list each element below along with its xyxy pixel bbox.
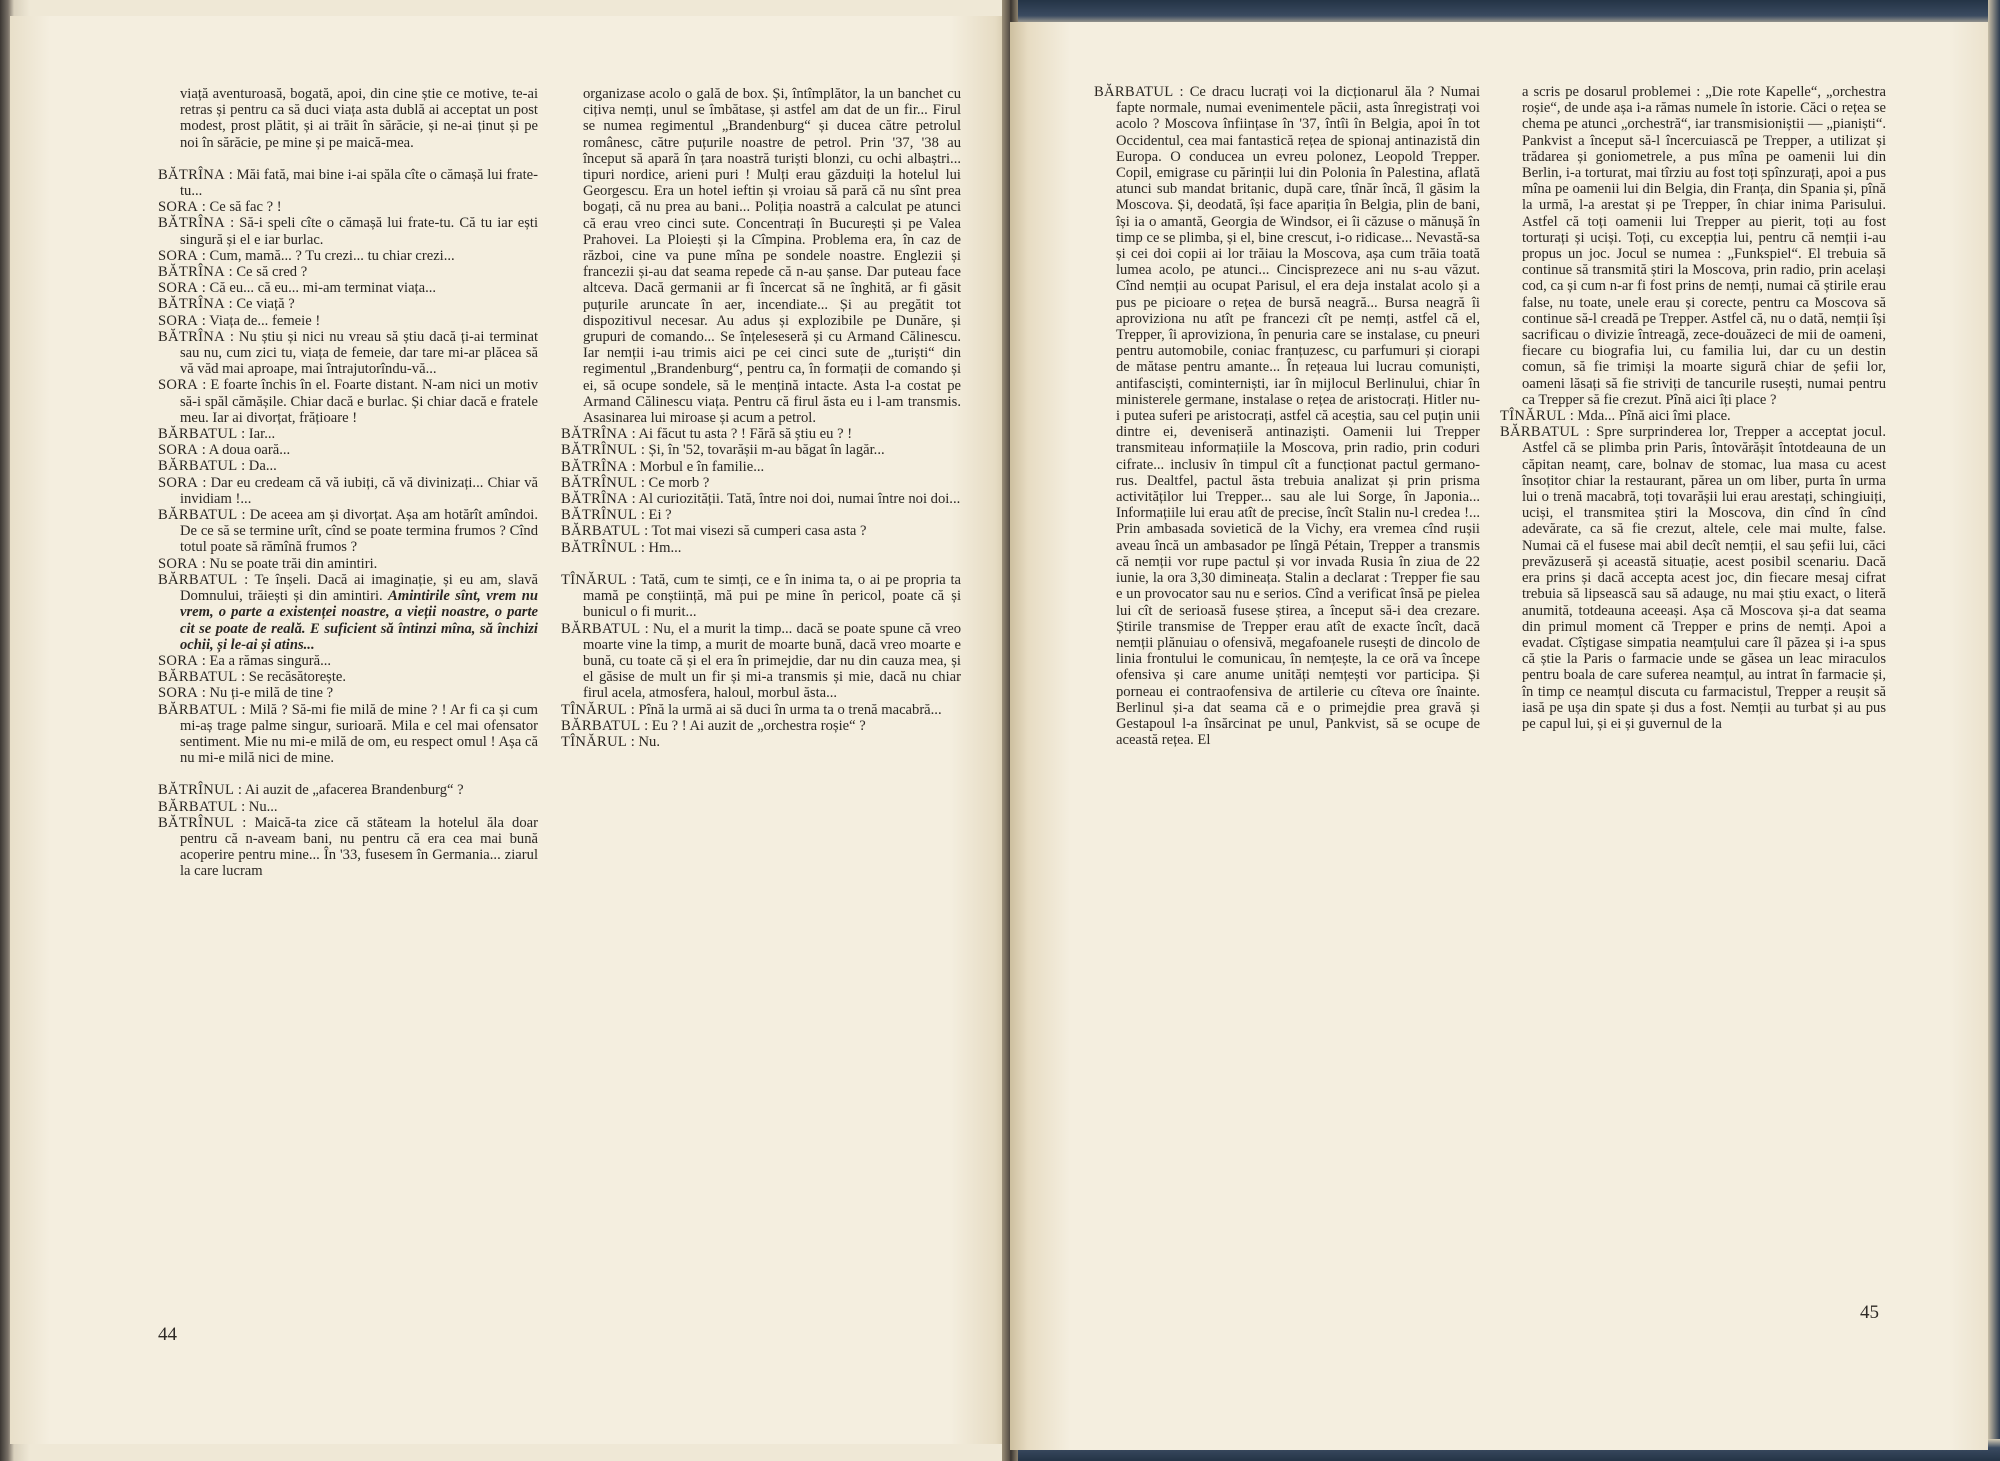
- dialogue-line: [561, 702, 961, 718]
- book-cover-edge: [1988, 0, 2000, 1461]
- right-page-column-1: [1094, 84, 1480, 748]
- speaker-name: BĂTRÎNA: [158, 328, 225, 345]
- paragraph: a scris pe dosarul problemei : „Die rote Kapelle“, „orchestra roșie“, de unde așa i-a rămas numele în istorie. Căci o rețea se chema pe atunci „orchestră“, iar transmisioniștii — „pianiști“. Pankvist a început să-l încercuiască pe Trepper, a utilizat și trădarea și goniometrele, a pus mîna pe oamenii lui din Berlin, i-a torturat, mai tîrziu au fost toți spînzurați, apoi a pus mîna pe oamenii lui din Belgia, din Franța, din Spania și, pînă la urmă, l-a arestat și pe Trepper, în chiar inima Parisului. Astfel că toți oamenii lui Trepper au pierit, toți au fost torturați și uciși. Toți, cu excepția lui, pentru că nemții i-au propus un joc. Jocul se numea : „Funkspiel“. El trebuia să continue să transmită știri la Moscova, prin radio, prin același cod, ca și cum n-ar fi fost prins de nemți, numai că știrile erau false, nu toate, unele erau și corecte, pentru ca Moscova să continue să-l creadă pe Trepper. Astfel că, nu o dată, nemții își sacrificau o divizie întreagă, zece-douăzeci de mii de oameni, fiecare cu biografia lui, cu familia lui, dar cu un destin comun, să fie trimiși la moarte sigură chiar de șefii lor, oameni lăsați să fie striviți de tancurile rusești, numai pentru ca Trepper să fie crezut. Pînă aici îți place ?: [1522, 84, 1886, 408]
- speaker-name: TÎNĂRUL: [1500, 408, 1567, 425]
- speaker-name: TÎNĂRUL: [561, 701, 628, 718]
- speaker-name: BĂTRÎNA: [561, 491, 628, 508]
- dialogue-line: [158, 296, 538, 312]
- speaker-separator: :: [224, 215, 240, 232]
- speech-text: Tot mai visezi să cumperi casa asta ?: [651, 523, 867, 540]
- speech-text: Nu ți-e milă de tine ?: [209, 685, 334, 702]
- speech-text: Ce să cred ?: [236, 264, 308, 281]
- speech-text: Tată, cum te simți, ce e în inima ta, o ai pe propria ta mamă pe conștiință, mă pui pe mine în pericol, poate că și bunicul o fi murit...: [583, 571, 961, 621]
- speaker-name: BĂRBATUL: [158, 507, 238, 524]
- speaker-separator: :: [234, 814, 255, 831]
- speaker-name: BĂRBATUL: [1500, 424, 1580, 441]
- speech-text: De aceea am și divorțat. Așa am hotărît amîndoi. De ce să se termine urît, cînd se poate termina frumos ? Cînd totul poate să rămînă frumos ?: [180, 507, 538, 556]
- speaker-separator: :: [640, 717, 652, 734]
- left-page-column-1: [158, 86, 538, 880]
- left-page-column-2: [561, 86, 961, 750]
- speaker-name: BĂRBATUL: [561, 620, 641, 637]
- dialogue-line: [158, 572, 538, 653]
- dialogue-line: [561, 621, 961, 702]
- speaker-separator: :: [627, 458, 640, 475]
- speech-text: Nu...: [248, 798, 278, 815]
- left-page: [10, 16, 1010, 1444]
- speaker-separator: :: [640, 620, 653, 637]
- speaker-separator: :: [198, 685, 210, 702]
- speaker-separator: :: [237, 701, 250, 718]
- speaker-separator: :: [1566, 408, 1578, 425]
- dialogue-line: [158, 653, 538, 669]
- dialogue-line: [561, 491, 961, 507]
- speaker-name: BĂRBATUL: [561, 717, 641, 734]
- speech-text: Măi fată, mai bine i-ai spăla cîte o cămașă lui frate-tu...: [180, 166, 538, 200]
- speech-text: Să-i speli cîte o cămașă lui frate-tu. Că tu iar ești singură și el e iar burlac.: [180, 215, 538, 248]
- dialogue-line: [158, 264, 538, 280]
- speaker-separator: :: [198, 247, 210, 264]
- speaker-name: BĂTRÎNA: [561, 426, 628, 443]
- page-number: 45: [1860, 1302, 1879, 1323]
- dialogue-line: [158, 702, 538, 767]
- dialogue-line: [561, 426, 961, 442]
- speaker-separator: :: [637, 507, 649, 524]
- speech-text: A doua oară...: [208, 442, 291, 459]
- dialogue-line: [561, 572, 961, 621]
- paragraph: organizase acolo o gală de box. Și, întîmplător, la un banchet cu cițiva nemți, unul se îmbătase, și astfel am dat de un fir... Firul se numea regimentul „Brandenburg“ și ducea către petrolul românesc, către puțurile noastre de petrol. Prin '37, '38 au început să apară în țara noastră turiști blonzi, cu ochi albaștri... tipuri nordice, arieni puri ! Mulți erau găzduiți la hotelul lui Georgescu. Era un hotel ieftin și vroiau să pară că nu sînt prea bogați, că nu prea au bani... Poliția noastră a calculat pe atunci că erau vreo cinci sute. Concentrați în București și pe Valea Prahovei. La Ploiești și la Cîmpina. Problema era, în caz de război, cine va pune mîna pe sondele noastre. Englezii și francezii și-au dat seama repede că n-au șanse. Dar puteau face altceva. Dacă germanii ar fi încercat să ne înghită, ar fi găsit puțurile aruncate în aer, incendiate... Și au pregătit tot dispozitivul necesar. Au adus și explozibile pe Dunăre, și grupuri de comando... Se înțeleseseră și cu Armand Călinescu. Iar nemții i-au trimis aici pe cei cinci sute de „turiști“ din regimentul „Brandenburg“, pentru ca, în formații de comando și ei, să ocupe sondele, să le mențină intacte. Asta l-a costat pe Armand Călinescu viața. Pentru că firul ăsta eu i l-am transmis. Asasinarea lui miroase și acum a petrol.: [583, 86, 961, 427]
- speaker-separator: :: [224, 296, 237, 313]
- speaker-separator: :: [237, 669, 249, 686]
- dialogue-line: [158, 782, 538, 798]
- speaker-separator: :: [627, 426, 639, 443]
- speech-text: Ce să fac ? !: [209, 199, 282, 216]
- right-page-column-2: [1500, 84, 1886, 732]
- speaker-name: BĂTRÎNA: [158, 166, 225, 183]
- speaker-name: BĂRBATUL: [158, 701, 238, 718]
- speaker-name: BĂRBATUL: [158, 571, 238, 588]
- speaker-name: BĂTRÎNA: [158, 296, 225, 313]
- speaker-separator: :: [637, 474, 649, 491]
- speaker-name: SORA: [158, 555, 199, 572]
- emphasized-text: Amintirile sînt, vrem nu vrem, o parte a existenței noastre, a vieții noastre, o parte cit se poate de reală. E suficient să întinzi mîna, să închizi ochii, și le-ai și atins...: [180, 588, 538, 653]
- dialogue-line: [1094, 84, 1480, 748]
- speech-text: Nu știu și nici nu vreau să știu dacă ți-ai terminat sau nu, cum zici tu, viața de femeie, dar tare mi-ar plăcea să vă văd mai aproape, mai întrajutorîndu-vă...: [180, 328, 539, 378]
- speaker-separator: :: [627, 491, 639, 508]
- dialogue-line: [158, 199, 538, 215]
- dialogue-line: [158, 475, 538, 507]
- dialogue-line: [561, 540, 961, 556]
- speaker-separator: :: [237, 458, 249, 475]
- dialogue-line: [561, 442, 961, 458]
- speaker-separator: :: [637, 539, 649, 556]
- speech-text: Ce morb ?: [648, 474, 710, 491]
- speech-text: Că eu... că eu... mi-am terminat viața...: [209, 280, 437, 297]
- speech-text: Iar...: [248, 426, 276, 443]
- speaker-name: BĂTRÎNUL: [158, 814, 235, 831]
- speech-text: Nu, el a murit la timp... dacă se poate spune că vreo moarte vine la timp, a murit de moarte bună, dacă vreo moarte e bună, cu toate că și el era în primejdie, dar nu din cauza mea, și el găsise de mult un fir și mi-a transmis și mie, dacă nu chiar firul acela, atmosfera, haloul, morbul ăsta...: [583, 620, 961, 702]
- dialogue-line: [158, 669, 538, 685]
- speaker-name: BĂRBATUL: [158, 798, 238, 815]
- dialogue-line: [561, 734, 961, 750]
- speaker-separator: :: [198, 280, 210, 297]
- speech-text: Al curiozității. Tată, între noi doi, numai între noi doi...: [638, 491, 961, 508]
- speech-text: Ce dracu lucrați voi la dicționarul ăla ? Numai fapte normale, numai evenimentele păcii, asta înregistrați voi acolo ? Moscova înființase în '37, întîi în Belgia, apoi în tot Occidentul, cea mai fantastică rețea de spionaj antinazistă din Europa. O conducea un evreu polonez, Leopold Trepper. Copil, emigrase cu părinții lui din Polonia în Palestina, aflată atunci sub mandat britanic, după care, tînăr încă, îl găsim la Moscova. Și, deodată, își face apariția în Belgia, plin de bani, își ia o amantă, Georgia de Windsor, ei îi căzuse o mănușă în timp ce se plimba, și el, bine crescut, i-o ridicase... Nevastă-sa și cei doi copii ai lor trăiau la Moscova, așa cum trăia toată lumea acolo, pe atunci... Cincisprezece ani nu s-au văzut. Cînd nemții au ocupat Parisul, el era deja instalat acolo și a pus pe picioare o rețea de bursă neagră... Bursa neagră îi aproviziona nu atît pe francezi cît pe nemți, astfel că el, Trepper, îi aproviziona, în penuria care se instalase, cu pneuri pentru automobile, coniac franțuzesc, cu parfumuri și ciorapi de mătase pentru amante... În rețeaua lui lucrau comuniști, antifasciști, cominterniști, iar în mijlocul Berlinului, chiar în ministerele germane, instalase o rețea de aristocrați. Hitler nu-i putea suferi pe aristocrați, astfel că aceștia, sau cel puțin unii dintre ei, deveniseră antinaziști. Oamenii lui Trepper transmiteau informațiile la Moscova, prin radio, prin coduri cifrate... inclusiv în timpul cît a funcționat pactul germano-rus. Dealtfel, pactul ăsta trebuia analizat și prin prisma activităților lui Trepper... sau ale lui Sorge, în Japonia... Informațiile lui erau atît de precise, încît Stalin nu-l credea !... Prin ambasada sovietică de la Vichy, era vremea cînd rușii aveau încă un ambasador pe lîngă Pétain, Trepper a transmis că nemții vor rupe pactul și vor invada Rusia în ziua de 22 iunie, la ora 3,30 dimineața. Stalin a declarat : Trepper fie sau e un provocator sau nu e serios. Cînd a verificat însă pe pielea lui cît de serioasă fusese știrea, a început să-i dea crezare. Știrile transmise de Trepper erau atît de exacte încît, dacă nemții plănuiau o ofensivă, megafoanele rusești de dincolo de linia frontului le comunicau, în nemțește, la ce oră va începe ofensiva și care anume unități nemțești vor participa. Și porneau ei contraofensiva de artilerie cu cîteva ore înainte. Berlinul și-a dat seama că e o primejdie prea gravă și Gestapoul l-a însărcinat pe unul, Pankvist, să se ocupe de această rețea. El: [1116, 84, 1480, 749]
- speech-text: Eu ? ! Ai auzit de „orchestra roșie“ ?: [651, 717, 866, 734]
- paragraph: viață aventuroasă, bogată, apoi, din cine știe ce motive, te-ai retras și pentru ca să duci viața asta dublă ai acceptat un post modest, prost plătit, și ai trăit în sărăcie, și ne-ai ținut și pe noi în sărăcie, pe mine și pe maică-mea.: [180, 86, 538, 151]
- speaker-name: BĂRBATUL: [158, 426, 238, 443]
- dialogue-line: [561, 459, 961, 475]
- speech-text: Cum, mamă... ? Tu crezi... tu chiar crezi...: [209, 247, 455, 264]
- speech-text: Morbul e în familie...: [639, 458, 765, 475]
- speaker-separator: :: [640, 523, 652, 540]
- dialogue-line: [158, 313, 538, 329]
- speaker-name: SORA: [158, 280, 199, 297]
- speech-text: Ei ?: [648, 507, 672, 524]
- speaker-name: SORA: [158, 199, 199, 216]
- speech-text: Ce viață ?: [236, 296, 295, 313]
- speaker-name: TÎNĂRUL: [561, 733, 628, 750]
- speaker-name: TÎNĂRUL: [561, 571, 628, 588]
- page-number: 44: [158, 1324, 177, 1345]
- speech-text: Mda... Pînă aici îmi place.: [1577, 408, 1731, 425]
- speaker-name: SORA: [158, 377, 199, 394]
- speaker-name: BĂTRÎNUL: [158, 782, 235, 799]
- speech-text: Ea a rămas singură...: [209, 652, 332, 669]
- speech-text: Da...: [248, 458, 277, 475]
- speaker-name: SORA: [158, 312, 199, 329]
- speaker-separator: :: [627, 701, 639, 718]
- speech-text: Ai auzit de „afacerea Brandenburg“ ?: [244, 782, 464, 799]
- speaker-name: SORA: [158, 442, 199, 459]
- speech-text: Hm...: [648, 539, 682, 556]
- dialogue-line: [158, 458, 538, 474]
- dialogue-line: [158, 377, 538, 426]
- speaker-separator: :: [198, 199, 210, 216]
- dialogue-line: [158, 215, 538, 247]
- dialogue-line: [561, 475, 961, 491]
- speaker-separator: :: [237, 571, 255, 588]
- speaker-name: BĂTRÎNA: [561, 458, 628, 475]
- speech-text: Se recăsătorește.: [248, 669, 347, 686]
- speaker-name: SORA: [158, 247, 199, 264]
- dialogue-line: [158, 280, 538, 296]
- speaker-name: SORA: [158, 652, 199, 669]
- speaker-separator: :: [1579, 424, 1597, 441]
- speaker-separator: :: [627, 733, 639, 750]
- speech-text: Spre surprinderea lor, Trepper a acceptat jocul. Astfel că se plimba prin Paris, întovărășit întotdeauna de un căpitan neamț, care, bolnav de stomac, lua masa cu acest însoțitor chiar la restaurant, părea un om liber, purta în urma lui o trenă macabră, toți tovarășii lui erau arestați, schingiuiți, uciși, el transmitea știri la Moscova, din cînd în cînd adevărate, ca să fie crezut, altele, cele mai multe, false. Numai că el fusese mai abil decît nemții, el sau șefii lui, căci prevăzuseră și această situație, acest posibil scenariu. Dacă era prins și dacă accepta acest joc, din fiecare mesaj cifrat trebuia să lipsească sau să adauge, nu mai știu exact, o literă anumită, totdeauna aceeași. Așa că Moscova și-a dat seama din primul moment că Trepper e prins de nemți. Apoi a evadat. Cîștigase simpatia neamțului care îl păzea și i-a spus că știe la Paris o farmacie unde se găsea un leac miraculos pentru boala de care suferea neamțul, au intrat în farmacie și, în timp ce neamțul discuta cu farmacistul, Trepper a reușit să iasă pe ușa din spate și dus a fost. Nemții au turbat și au pus pe capul lui, și ei și guvernul de la: [1522, 424, 1886, 732]
- speaker-name: BĂTRÎNUL: [561, 442, 638, 459]
- speaker-separator: :: [198, 652, 210, 669]
- speech-text: Milă ? Să-mi fie milă de mine ? ! Ar fi ca și cum mi-aș trage palme singur, surioară. Mila e cel mai ofensator sentiment. Mie nu mi-e milă de om, eu respect omul ! Așa că nu mi-e milă nici de mine.: [180, 701, 538, 767]
- right-page: [1010, 22, 1988, 1450]
- speaker-name: BĂRBATUL: [158, 669, 238, 686]
- speaker-name: SORA: [158, 474, 199, 491]
- speech-text: Dar eu credeam că vă iubiți, că vă divinizați... Chiar vă invidiam !...: [180, 474, 538, 507]
- speaker-separator: :: [637, 442, 649, 459]
- speaker-separator: :: [198, 555, 210, 572]
- speech-text: Nu se poate trăi din amintiri.: [209, 555, 378, 572]
- speaker-name: BĂTRÎNUL: [561, 539, 638, 556]
- speaker-separator: :: [198, 377, 211, 394]
- dialogue-line: [158, 799, 538, 815]
- speech-text: E foarte închis în el. Foarte distant. N-am nici un motiv să-i spăl cămășile. Chiar dacă e burlac. Și chiar dacă e fratele meu. Iar ai divorțat, frățioare !: [180, 377, 538, 426]
- speaker-name: BĂTRÎNA: [158, 264, 225, 281]
- dialogue-line: [561, 523, 961, 539]
- dialogue-line: [1500, 424, 1886, 732]
- speaker-name: BĂTRÎNUL: [561, 507, 638, 524]
- speaker-name: BĂRBATUL: [1094, 84, 1174, 100]
- speaker-name: BĂRBATUL: [561, 523, 641, 540]
- section-break: [561, 556, 961, 572]
- speech-text: Maică-ta zice că stăteam la hotelul ăla doar pentru că n-aveam bani, nu pentru că era cea mai bună acoperire pentru mine... În '33, fusesem în Germania... ziarul la care lucram: [180, 814, 538, 880]
- dialogue-line: [158, 426, 538, 442]
- speech-text: Te înșeli. Dacă ai imaginație, și eu am, slavă Domnului, trăiești și din amintiri.: [180, 571, 538, 605]
- dialogue-line: [158, 507, 538, 556]
- speaker-name: BĂTRÎNA: [158, 215, 225, 232]
- speaker-separator: :: [1173, 84, 1190, 100]
- speaker-separator: :: [224, 328, 239, 345]
- dialogue-line: [158, 167, 538, 199]
- section-break: [158, 766, 538, 782]
- speaker-name: SORA: [158, 685, 199, 702]
- speaker-separator: :: [237, 426, 249, 443]
- speech-text: Și, în '52, tovarășii m-au băgat în lagăr...: [648, 442, 885, 459]
- speaker-separator: :: [234, 782, 245, 799]
- dialogue-line: [158, 556, 538, 572]
- speech-text: Nu.: [638, 733, 660, 750]
- dialogue-line: [561, 507, 961, 523]
- speaker-separator: :: [237, 507, 250, 524]
- dialogue-line: [158, 685, 538, 701]
- speaker-separator: :: [198, 474, 211, 491]
- speaker-separator: :: [198, 312, 210, 329]
- dialogue-line: [158, 329, 538, 378]
- speaker-separator: :: [224, 264, 237, 281]
- speaker-separator: :: [237, 798, 249, 815]
- speaker-name: BĂTRÎNUL: [561, 474, 638, 491]
- speaker-name: BĂRBATUL: [158, 458, 238, 475]
- dialogue-line: [158, 815, 538, 880]
- speaker-separator: :: [198, 442, 209, 459]
- dialogue-line: [1500, 408, 1886, 424]
- speaker-separator: :: [627, 571, 641, 588]
- dialogue-line: [158, 248, 538, 264]
- dialogue-line: [561, 718, 961, 734]
- speaker-separator: :: [224, 166, 237, 183]
- speech-text: Viața de... femeie !: [209, 312, 321, 329]
- speech-text: Ai făcut tu asta ? ! Fără să știu eu ? !: [638, 426, 853, 443]
- dialogue-line: [158, 442, 538, 458]
- speech-text: Pînă la urmă ai să duci în urma ta o trenă macabră...: [638, 701, 942, 718]
